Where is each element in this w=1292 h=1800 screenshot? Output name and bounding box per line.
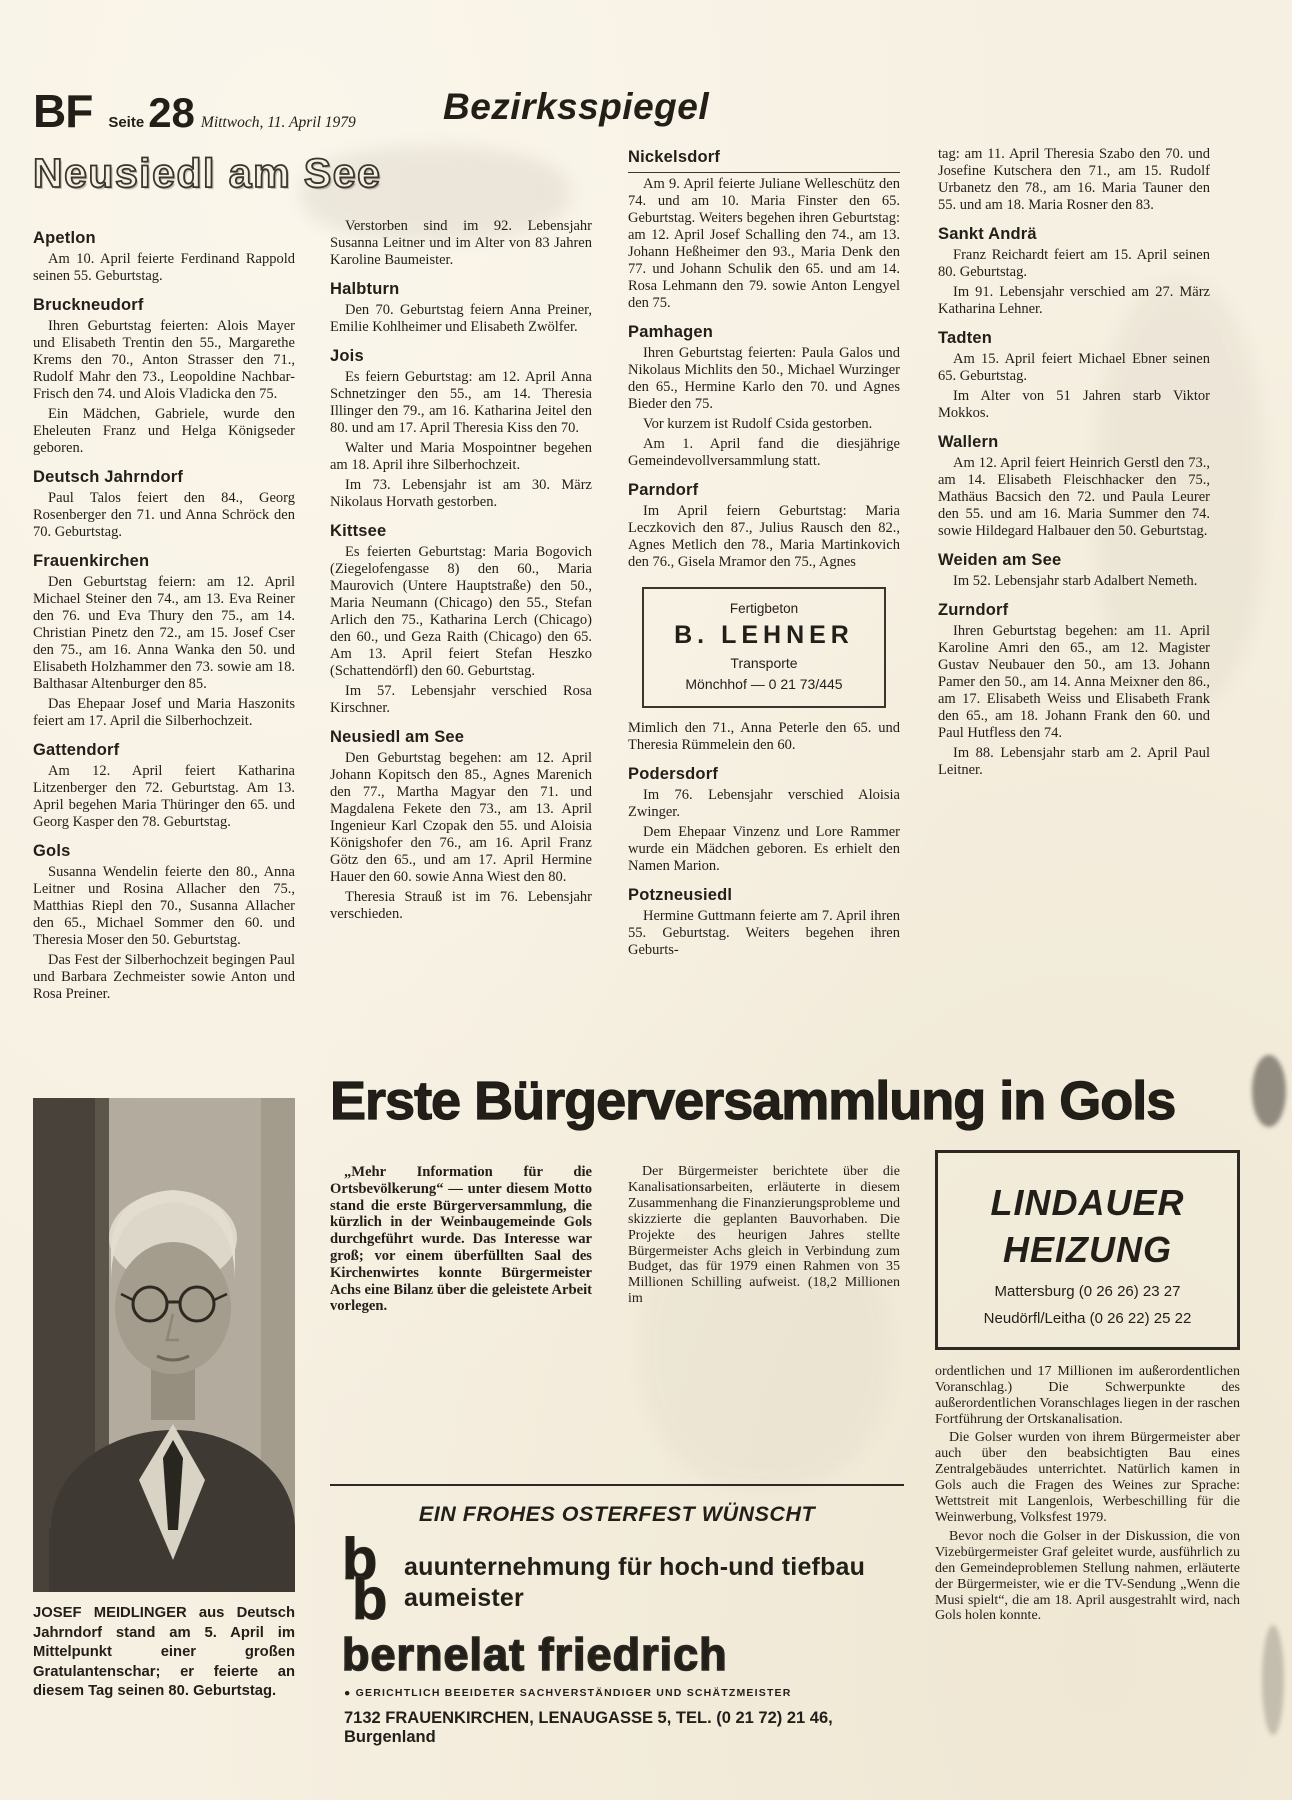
advertiser-name: bernelat friedrich [342,1629,728,1680]
news-paragraph: Im 76. Lebensjahr verschied Aloisia Zwinger. [628,787,900,820]
news-paragraph: Verstorben sind im 92. Lebensjahr Susanna Leitner und im Alter von 83 Jahren Karoline Baumeister. [330,218,592,268]
ad-logo [340,1527,904,1632]
logo-letter: b [352,1567,388,1632]
news-paragraph: tag: am 11. April Theresia Szabo den 70. und Josefine Kutschera den 71., am 15. Rudolf Urbanetz den 78., am 16. Maria Tauner den 55. und am 18. Maria Rosner den 83. [938,146,1210,213]
lindauer-ad [935,1150,1240,1350]
town-heading: Sankt Andrä [938,225,1037,243]
town-heading: Apetlon [33,229,96,247]
article-paragraph: ordentlichen und 17 Millionen im außerordentlichen Voranschlag.) Die Schwerpunkte des außerordentlichen Voranschlages liegen in der raschen Fortführung der Ortskanalisation. [935,1363,1240,1427]
masthead [33,84,356,138]
town-heading: Weiden am See [938,551,1062,569]
article-paragraph: Die Golser wurden von ihrem Bürgermeister aber auch über den beabsichtigten Bau eines Zentralgebäudes unterrichtet. Natürlich kamen in Gols auch die Fragen des Weines zur Sprache: Wettstreit mit Langenlois, Werbeschilling für die Weinwerbung, Volksfest 1979. [935,1430,1240,1525]
town-heading: Podersdorf [628,765,719,783]
news-paragraph: Paul Talos feiert den 84., Georg Rosenberger den 71. und Anna Schröck den 70. Geburtstag. [33,490,295,540]
news-paragraph: Es feiern Geburtstag: am 12. April Anna Schnetzinger den 55., am 14. Theresia Illinger den 79., am 16. Katharina Jeitel den 80. und am 17. April Theresia Kiss den 70. [330,369,592,436]
news-paragraph: Am 1. April fand die diesjährige Gemeindevollversammlung statt. [628,436,900,469]
page-number: 28 [148,89,195,136]
article-right-column [935,1150,1240,1627]
article-lead-column [330,1164,592,1318]
news-paragraph: Ihren Geburtstag feierten: Alois Mayer und Elisabeth Trentin den 55., Margarethe Krems den 70., Anton Strasser den 71., Rudolf Mahr den 73., Leopoldine Nachbar-Frisch den 74. und Alois Vladicka den 75. [33,318,295,402]
town-heading: Gattendorf [33,741,120,759]
ad-phone: Mattersburg (0 26 26) 23 27 [994,1283,1181,1300]
town-heading: Zurndorf [938,601,1009,619]
news-paragraph: Im 57. Lebensjahr verschied Rosa Kirschner. [330,683,592,716]
town-heading: Frauenkirchen [33,552,150,570]
news-paragraph: Den Geburtstag begehen: am 12. April Johann Kopitsch den 85., Agnes Marenich den 77., Martha Magyar den 71. und Magdalena Fekete den 73., am 13. April Ingenieur Karl Czopak den 55. und Aloisia Königshofer den 76., am 16. April Franz Götz den 65., und am 17. April Hermine Hauer den 60. sowie Anna Wiest den 80. [330,750,592,885]
news-paragraph: Den 70. Geburtstag feiern Anna Preiner, Emilie Kohlheimer und Elisabeth Zwölfer. [330,302,592,335]
ad-headline: EIN FROHES OSTERFEST WÜNSCHT [418,1502,816,1526]
double-b-logo-icon [340,1527,404,1632]
ad-text: Fertigbeton [729,601,799,616]
news-paragraph: Ihren Geburtstag feierten: Paula Galos und Nikolaus Michlits den 50., Michael Wurzinger den 65., Hermine Karlo den 70. und Agnes Bieder den 75. [628,345,900,412]
baumeister-ad [330,1484,904,1747]
news-paragraph: Im 88. Lebensjahr starb am 2. April Paul Leitner. [938,745,1210,778]
news-paragraph: Susanna Wendelin feierte den 80., Anna Leitner und Rosina Allacher den 75., Matthias Riepl den 70., Susanna Allacher den 65., Michael Sommer den 60. und Theresia Moser den 50. Geburtstag. [33,864,295,948]
news-paragraph: Im 91. Lebensjahr verschied am 27. März Katharina Lehner. [938,284,1210,317]
advertiser-name: LINDAUER [990,1182,1185,1223]
news-paragraph: Am 10. April feierte Ferdinand Rappold seinen 55. Geburtstag. [33,251,295,284]
news-paragraph: Im April feiern Geburtstag: Maria Leczkovich den 87., Julius Rausch den 82., Agnes Metlich den 78., Maria Martinkovich den 76., Gisela Mramor den 75., Agnes [628,503,900,570]
news-column-3-upper [628,148,900,571]
town-heading: Wallern [938,433,999,451]
town-heading: Gols [33,842,71,860]
news-paragraph: Das Fest der Silberhochzeit begingen Paul und Barbara Zechmeister sowie Anton und Rosa Preiner. [33,952,295,1002]
photo-caption: JOSEF MEIDLINGER aus Deutsch Jahrndorf stand am 5. April im Mittelpunkt einer großen Gratulantenschar; er feierte an diesem Tag seinen 80. Geburtstag. [33,1605,295,1699]
news-paragraph: Mimlich den 71., Anna Peterle den 65. und Theresia Rümmelein den 60. [628,720,900,753]
news-paragraph: Am 12. April feiert Heinrich Gerstl den 73., am 14. Elisabeth Fleischhacker den 75., Mathäus Bacsich den 72. und Paula Leurer den 55. und am 16. Maria Summer den 74. sowie Hildegard Halbauer den 50. Geburtstag. [938,455,1210,539]
news-paragraph: Im Alter von 51 Jahren starb Viktor Mokkos. [938,388,1210,421]
ink-smudge-artifact [1252,1055,1286,1127]
ad-text: aumeister [404,1584,524,1612]
portrait-photo-graphic [33,1098,295,1592]
ad-address: 7132 FRAUENKIRCHEN, LENAUGASSE 5, TEL. (0 21 72) 21 46, Burgenland [344,1709,833,1746]
news-paragraph: Am 12. April feiert Katharina Litzenberger den 72. Geburtstag. Am 13. April begehen Maria Thüringer den 65. und Georg Kasper den 78. Geburtstag. [33,763,295,830]
news-paragraph: Im 52. Lebensjahr starb Adalbert Nemeth. [953,573,1198,589]
news-paragraph: Es feierten Geburtstag: Maria Bogovich (Ziegelofengasse 8) den 60., Maria Maurovich (Untere Hauptstraße) den 50., Maria Neumann (Chicago) den 55., Stefan Arlich den 75., Katharina Lerch (Chicago) den 60., und Geza Raith (Chicago) den 65. Am 13. April feiert Stefan Heszko (Schattendörfl) den 60. Geburtstag. [330,544,592,679]
town-heading: Kittsee [330,522,387,540]
news-paragraph: Ihren Geburtstag begehen: am 11. April Karoline Amri den 65., am 12. Magister Gustav Neubauer den 50., am 13. Johann Pamer den 50., am 14. Anna Meixner den 86., am 17. Elisabeth Weiss und Elisabeth Frank den 65., am 18. Johann Frank den 60. und Paul Hutfless den 74. [938,623,1210,741]
ad-phone: Neudörfl/Leitha (0 26 22) 25 22 [983,1309,1192,1327]
news-paragraph: Am 9. April feierte Juliane Welleschütz den 74. und am 10. Maria Finster den 65. Geburtstag. Weiters begehen ihren Geburtstag: am 12. April Josef Schalling den 74., am 13. Johann Heßheimer den 93., Maria Denk den 77. und Johann Schulik den 65. und am 14. Rosa Lehmann den 79. sowie Anton Lengyel den 75. [628,176,900,311]
region-title: Neusiedl am See [33,150,382,196]
portrait-photo [33,1098,295,1592]
ad-text: Transporte [730,655,798,671]
news-paragraph: Theresia Strauß ist im 76. Lebensjahr verschieden. [330,889,592,922]
town-heading: Jois [330,347,364,365]
page-label: Seite [108,114,145,131]
newspaper-logo: BF [33,85,93,137]
news-paragraph: Franz Reichardt feiert am 15. April seinen 80. Geburtstag. [938,247,1210,280]
town-heading: Halbturn [330,280,400,298]
town-heading: Pamhagen [628,323,714,341]
news-paragraph: Ein Mädchen, Gabriele, wurde den Eheleuten Franz und Helga Königseder geboren. [33,406,295,456]
news-column-2 [330,218,592,926]
news-paragraph: Dem Ehepaar Vinzenz und Lore Rammer wurde ein Mädchen geboren. Es erhielt den Namen Marion. [628,824,900,874]
news-column-4 [938,146,1210,782]
ad-subline: ● GERICHTLICH BEEIDETER SACHVERSTÄNDIGER UND SCHÄTZMEISTER [344,1687,792,1699]
article-headline: Erste Bürgerversammlung in Gols [330,1071,1176,1131]
news-paragraph: Vor kurzem ist Rudolf Csida gestorben. [643,416,873,432]
news-paragraph: Den Geburtstag feiern: am 12. April Michael Steiner den 74., am 13. Eva Reiner den 76. und Eva Thury den 75., am 14. Christian Pinetz den 72., am 15. Josef Cser den 75., am 16. Anna Wanka den 50. und Elisabeth Holzhammer den 73. sowie am 18. Balthasar Altenburger den 85. [33,574,295,692]
news-paragraph: Das Ehepaar Josef und Maria Haszonits feiert am 17. April die Silberhochzeit. [33,696,295,729]
town-heading: Nickelsdorf [628,148,900,173]
town-heading: Bruckneudorf [33,296,144,314]
town-heading: Tadten [938,329,993,347]
article-middle-column [628,1164,900,1310]
article-paragraph: Der Bürgermeister berichtete über die Kanalisationsarbeiten, erläuterte in diesem Zusammenhang die Finanzierungsprobleme und skizzierte die geplanten Bauvorhaben. Die Projekte des heurigen Jahres stellte Bürgermeister Achs gleich in Verbindung zum Budget, das für 1979 einen Rahmen von 35 Millionen Schilling aufweist. (18,2 Millionen im [628,1164,900,1307]
article-paragraph: Bevor noch die Golser in der Diskussion, die von Vizebürgermeister Graf geleitet wurde, ausführlich zu den Gemeindeproblemen Stellung nahmen, erläuterte der Bürgermeister, wie er die TV-Sendung „Wenn die Musi spielt“, die am 18. April ausgestrahlt wird, nach Gols holen konnte. [935,1528,1240,1624]
news-paragraph: Am 15. April feiert Michael Ebner seinen 65. Geburtstag. [938,351,1210,384]
logo-letter: b [342,1527,378,1592]
ad-phone: Mönchhof — 0 21 73/445 [685,676,843,692]
news-column-3 [628,146,900,962]
town-heading: Parndorf [628,481,699,499]
ad-logo-lines [404,1552,865,1614]
advertiser-name: B. LEHNER [674,621,854,649]
news-column-3-lower [628,720,900,959]
town-heading: Neusiedl am See [330,728,465,746]
lehner-ad [642,587,886,708]
ink-smudge-artifact [1262,1625,1284,1735]
section-title: Bezirksspiegel [443,86,710,127]
article-lead: „Mehr Information für die Ortsbevölkerung“ — unter diesem Motto stand die erste Bürgerversammlung, die kürzlich in der Weinbaugemeinde Gols durchgeführt wurde. Das Interesse war groß; vor einem überfüllten Saal des Kirchenwirtes konnte Bürgermeister Achs eine Bilanz über die geleistete Arbeit vorlegen. [330,1164,592,1315]
ad-text: auunternehmung für hoch-und tiefbau [404,1553,866,1581]
news-paragraph: Im 73. Lebensjahr ist am 30. März Nikolaus Horvath gestorben. [330,477,592,510]
advertiser-name: HEIZUNG [1003,1229,1172,1270]
news-paragraph: Hermine Guttmann feierte am 7. April ihren 55. Geburtstag. Weiters begehen ihren Geburts- [628,908,900,958]
news-paragraph: Walter und Maria Mospointner begehen am 18. April ihre Silberhochzeit. [330,440,592,473]
issue-date: Mittwoch, 11. April 1979 [200,114,356,131]
town-heading: Potzneusiedl [628,886,733,904]
news-column-1 [33,218,295,1006]
town-heading: Deutsch Jahrndorf [33,468,184,486]
